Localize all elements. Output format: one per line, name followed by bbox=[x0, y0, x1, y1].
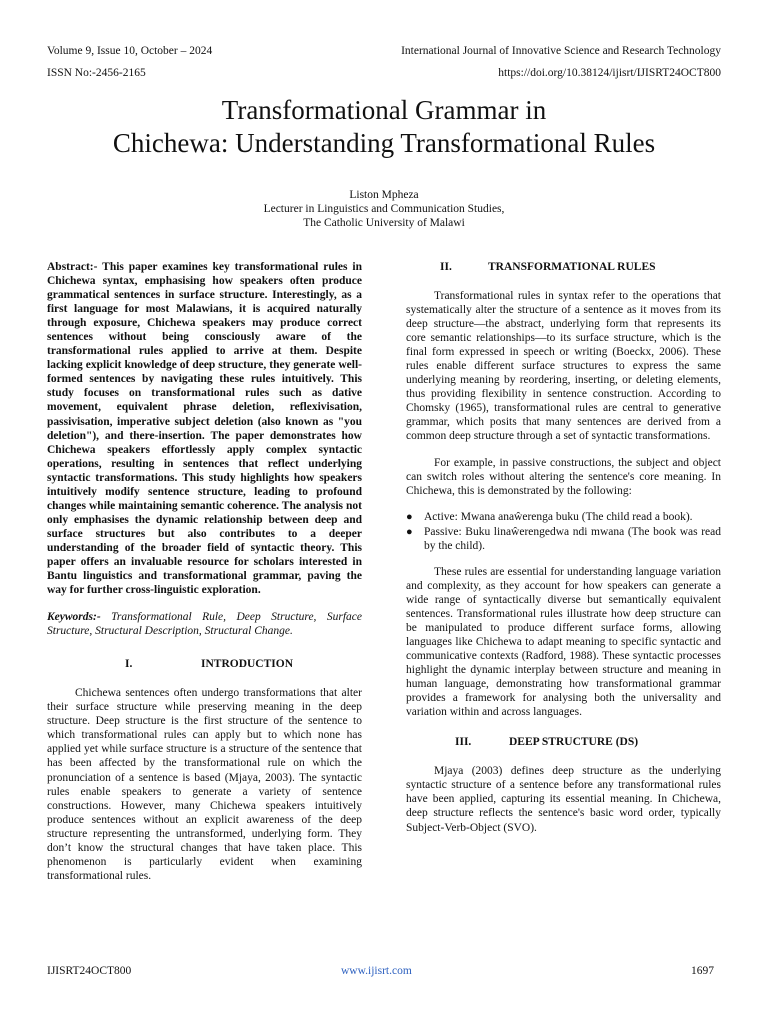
abstract: Abstract:- This paper examines key transformational rules in Chichewa syntax, emphasising how speakers often produce grammatical sentences in surface structure. Interestingly, as a first language for most Malawians, it is acquired naturally through exposure, Chichewa speakers may produce correct sentences without being consciously aware of the transformational rules applied to arrive at them. Despite lacking explicit knowledge of deep structure, they generate well-formed sentences by navigating these rules intuitively. This study focuses on transformational rules such as dative movement, equivalent phrase deletion, reflexivisation, passivisation, imperative subject deletion (also known as "you deletion"), and there-insertion. The paper demonstrates how Chichewa speakers effortlessly apply complex syntactic operations, resulting in sentences that reflect underlying syntactic transformations. This study highlights how speakers intuitively modify sentence structure, leading to profound changes while maintaining semantic coherence. The analysis not only emphasises the dynamic relationship between deep and surface structures but also contributes to a deeper understanding of the broader field of syntactic theory. This paper offers an invaluable resource for scholars interested in Bantu linguistics and transformational grammar, paving the way for further cross-linguistic exploration. bbox=[47, 261, 362, 597]
section-heading-introduction bbox=[47, 657, 362, 671]
title-line-1: Transformational Grammar in bbox=[221, 95, 547, 125]
intro-paragraph: Chichewa sentences often undergo transformations that alter their surface structure while preserving meaning in the deep structure. Deep structure is the first structure of the sentence to which transformational rules can apply but to which none has applied yet while surface structure is a structure of the sentence that has been affected by the transformational rule on which the pronunciation of a sentence is based (Mjaya, 2003). The syntactic rules enable speakers to generate a variety of sentence constructions. However, many Chichewa speakers intuitively produce sentences without an explicit awareness of the deep structure representing the untransformed, underlying form. They don’t know the structural changes that have taken place. This phenomenon is particularly evident when examining transformational rules. bbox=[47, 687, 362, 882]
section-number: III. bbox=[455, 736, 472, 749]
paper-title bbox=[0, 94, 768, 160]
footer-website-link[interactable]: www.ijisrt.com bbox=[341, 965, 412, 977]
deep-structure-paragraph: Mjaya (2003) defines deep structure as the underlying syntactic structure of a sentence before any transformational rules have been applied, capturing its essential meaning. In Chichewa, deep structure reflects the sentence's basic word order, typically Subject-Verb-Object (SVO). bbox=[406, 765, 721, 834]
keywords-text: Transformational Rule, Deep Structure, Surface Structure, Structural Description, Structural Change. bbox=[47, 611, 362, 638]
section-heading-deep-structure bbox=[406, 735, 721, 749]
section-title: DEEP STRUCTURE (DS) bbox=[509, 736, 639, 749]
list-item bbox=[406, 510, 721, 524]
right-column bbox=[406, 260, 721, 847]
journal-name: International Journal of Innovative Science and Research Technology bbox=[401, 45, 721, 57]
doi-link[interactable]: https://doi.org/10.38124/ijisrt/IJISRT24OCT800 bbox=[498, 67, 721, 79]
list-item bbox=[406, 525, 721, 553]
rules-paragraph-3: These rules are essential for understanding language variation and complexity, as they account for how speakers can generate a wide range of syntactically diverse but semantically equivalent sentences. Transformational rules illustrate how deep structure can be manipulated to produce different surface forms, allowing languages like Chichewa to adapt meaning to specific syntactic and communicative contexts (Radford, 1988). These syntactic processes highlight the dynamic interplay between structure and meaning in human language, demonstrating how transformational grammar provides a framework for analysing both the universality and variation within and across languages. bbox=[406, 565, 721, 719]
left-column bbox=[47, 260, 362, 895]
author-position: Lecturer in Linguistics and Communication Studies, bbox=[263, 203, 505, 215]
author-block bbox=[0, 188, 768, 230]
issn: ISSN No:-2456-2165 bbox=[47, 67, 146, 79]
rules-paragraph-2: For example, in passive constructions, the subject and object can switch roles without altering the sentence's core meaning. In Chichewa, this is demonstrated by the following: bbox=[406, 456, 721, 497]
keywords-label: Keywords:- bbox=[47, 611, 101, 624]
section-number: II. bbox=[440, 261, 452, 273]
section-heading-transformational-rules bbox=[406, 260, 721, 274]
keywords bbox=[47, 610, 362, 638]
page-number: 1697 bbox=[691, 965, 714, 977]
author-affiliation: The Catholic University of Malawi bbox=[303, 217, 465, 229]
bullet-icon: ● bbox=[406, 510, 413, 523]
section-title: TRANSFORMATIONAL RULES bbox=[488, 261, 656, 273]
title-line-2: Chichewa: Understanding Transformational Rules bbox=[112, 128, 656, 158]
footer-paper-id: IJISRT24OCT800 bbox=[47, 965, 132, 977]
section-number: I. bbox=[125, 658, 133, 671]
rules-paragraph-1: Transformational rules in syntax refer to the operations that systematically alter the structure of a sentence as it moves from its deep structure—the abstract, underlying form that represents its core semantic relationships—to its surface structure, which is the final form expressed in speech or writing (Boeckx, 2006). These rules enable different surface structures to express the same underlying meaning by reordering, inserting, or deleting elements, thus providing flexibility in sentence construction. According to Chomsky (1965), transformational rules are central to generative grammar, which posits that many sentences are derived from a common deep structure through a set of syntactic transformations. bbox=[406, 290, 721, 443]
author-name: Liston Mpheza bbox=[349, 189, 419, 201]
list-item-text: Active: Mwana anaŵerenga buku (The child read a book). bbox=[424, 510, 693, 523]
example-list bbox=[406, 510, 721, 553]
section-title: INTRODUCTION bbox=[201, 658, 294, 671]
bullet-icon: ● bbox=[406, 525, 413, 538]
list-item-text: Passive: Buku linaŵerengedwa ndi mwana (The book was read by the child). bbox=[424, 525, 721, 552]
volume-info: Volume 9, Issue 10, October – 2024 bbox=[47, 45, 213, 57]
